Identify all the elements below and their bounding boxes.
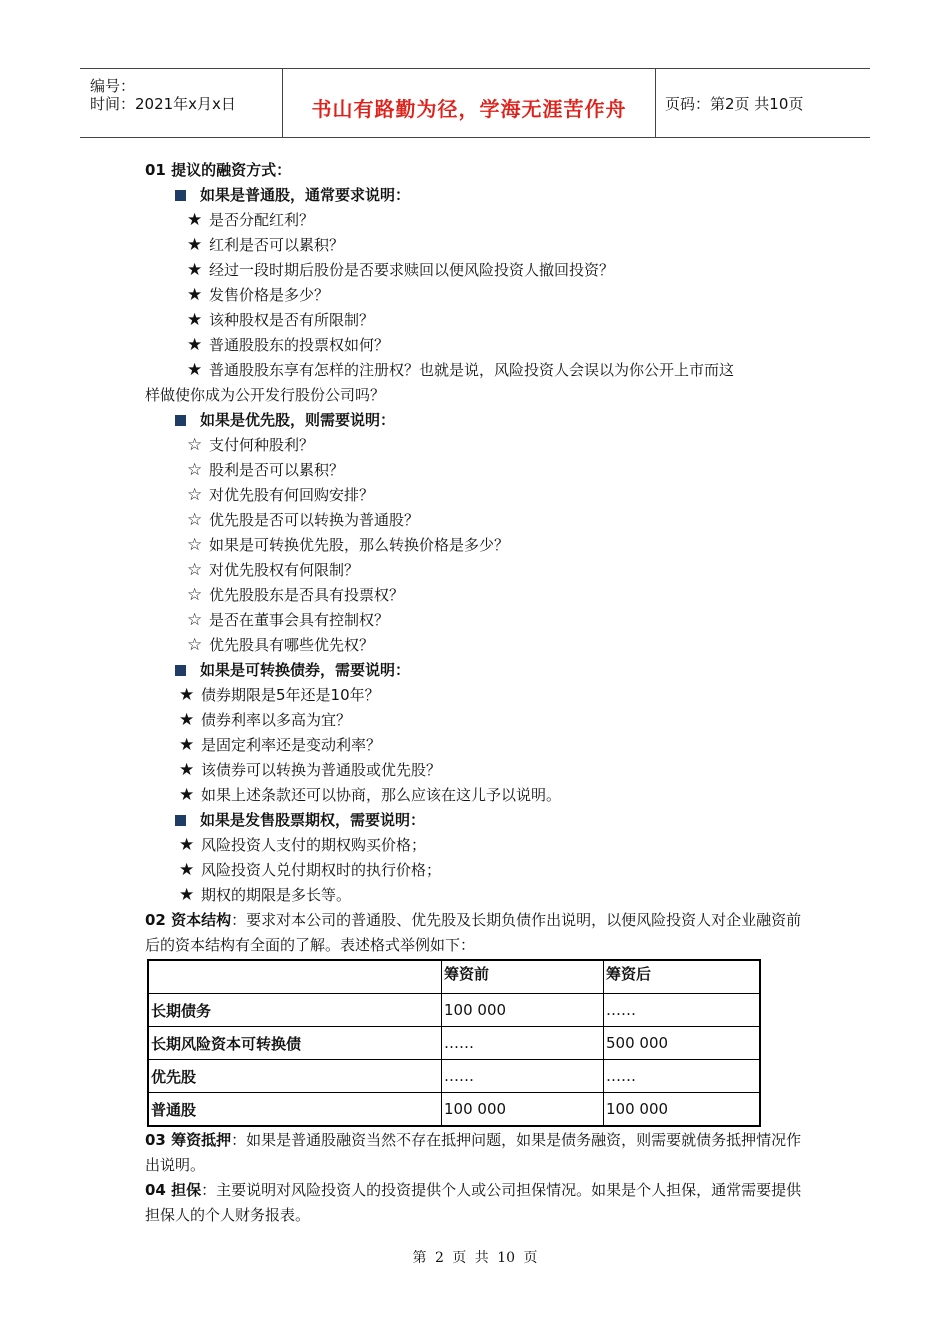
- list-item-text: 如果上述条款还可以协商，那么应该在这儿予以说明。: [201, 786, 562, 804]
- table-cell: ……: [442, 1027, 604, 1060]
- list-item: [145, 258, 810, 283]
- filled-star-icon: ★: [187, 360, 203, 380]
- table-row: [148, 1093, 760, 1127]
- table-row: [148, 1027, 760, 1060]
- table-header-cell: 筹资前: [442, 960, 604, 994]
- table-header-cell: [148, 960, 442, 994]
- square-bullet-icon: [175, 665, 186, 676]
- filled-star-icon: ★: [179, 785, 195, 805]
- open-star-icon: ☆: [187, 485, 203, 505]
- section-2-text: ：要求对本公司的普通股、优先股及长期负债作出说明，以便风险投资人对企业融资前后的资本结构有全面的了解。表述格式举例如下：: [145, 911, 802, 954]
- filled-star-icon: ★: [179, 710, 195, 730]
- square-bullet-icon: [175, 815, 186, 826]
- section-4-text: ：主要说明对风险投资人的投资提供个人或公司担保情况。如果是个人担保，通常需要提供担保人的个人财务报表。: [145, 1181, 802, 1224]
- list-item-text: 发售价格是多少？: [209, 286, 330, 304]
- table-row: [148, 1060, 760, 1093]
- table-cell: ……: [604, 1060, 761, 1093]
- document-body: [145, 158, 810, 1228]
- list-item-text: 该种股权是否有所限制？: [209, 311, 375, 329]
- list-item: [145, 783, 810, 808]
- list-item: [145, 308, 810, 333]
- filled-star-icon: ★: [187, 260, 203, 280]
- list-item-text: 股利是否可以累积？: [209, 461, 345, 479]
- header-motto-cell: [282, 69, 656, 137]
- preferred-stock-heading-text: 如果是优先股，则需要说明：: [200, 411, 396, 429]
- table-cell: 长期债务: [148, 994, 442, 1027]
- list-item: [145, 733, 810, 758]
- section-1-title: 01 提议的融资方式：: [145, 161, 292, 179]
- stock-option-heading: [145, 808, 810, 833]
- list-item-continuation: 样做使你成为公开发行股份公司吗？: [145, 386, 386, 404]
- stock-option-heading-text: 如果是发售股票期权，需要说明：: [200, 811, 426, 829]
- list-item-text: 对优先股有何回购安排？: [209, 486, 375, 504]
- list-item-text: 债券期限是5年还是10年？: [201, 686, 380, 704]
- header-page-cell: [655, 69, 870, 137]
- common-stock-heading-text: 如果是普通股，通常要求说明：: [200, 186, 411, 204]
- table-cell: 长期风险资本可转换债: [148, 1027, 442, 1060]
- list-item: [145, 758, 810, 783]
- table-cell: 500 000: [604, 1027, 761, 1060]
- section-4-paragraph: [145, 1178, 810, 1228]
- common-stock-heading: [145, 183, 810, 208]
- open-star-icon: ☆: [187, 435, 203, 455]
- list-item-text: 优先股具有哪些优先权？: [209, 636, 375, 654]
- list-item: [145, 558, 810, 583]
- table-cell: 100 000: [442, 1093, 604, 1127]
- table-cell: 100 000: [442, 994, 604, 1027]
- list-item: [145, 483, 810, 508]
- filled-star-icon: ★: [179, 835, 195, 855]
- filled-star-icon: ★: [179, 760, 195, 780]
- filled-star-icon: ★: [187, 210, 203, 230]
- list-item: [145, 358, 810, 383]
- filled-star-icon: ★: [187, 335, 203, 355]
- list-item-text: 债券利率以多高为宜？: [201, 711, 352, 729]
- list-item-text: 是否分配红利？: [209, 211, 315, 229]
- capital-structure-table: [147, 959, 761, 1127]
- open-star-icon: ☆: [187, 635, 203, 655]
- section-3-paragraph: [145, 1128, 810, 1178]
- list-item-text: 是固定利率还是变动利率？: [201, 736, 382, 754]
- list-item-text: 红利是否可以累积？: [209, 236, 345, 254]
- header-page-number: 页码：第2页 共10页: [665, 95, 804, 113]
- table-cell: 优先股: [148, 1060, 442, 1093]
- list-item-text: 对优先股权有何限制？: [209, 561, 360, 579]
- list-item-text: 如果是可转换优先股，那么转换价格是多少？: [209, 536, 510, 554]
- page-header: [80, 68, 870, 138]
- header-motto: 书山有路勤为径，学海无涯苦作舟: [311, 97, 627, 121]
- table-header-cell: 筹资后: [604, 960, 761, 994]
- open-star-icon: ☆: [187, 560, 203, 580]
- filled-star-icon: ★: [187, 310, 203, 330]
- filled-star-icon: ★: [179, 885, 195, 905]
- list-item-text: 支付何种股利？: [209, 436, 315, 454]
- list-item: [145, 583, 810, 608]
- section-2-paragraph: [145, 908, 810, 958]
- list-item: [145, 858, 810, 883]
- list-item: [145, 633, 810, 658]
- section-3-text: ：如果是普通股融资当然不存在抵押问题，如果是债务融资，则需要就债务抵押情况作出说明。: [145, 1131, 802, 1174]
- list-item-text: 普通股股东享有怎样的注册权？也就是说，风险投资人会误以为你公开上市而这: [209, 361, 735, 379]
- list-item-text: 是否在董事会具有控制权？: [209, 611, 390, 629]
- list-item: [145, 708, 810, 733]
- square-bullet-icon: [175, 190, 186, 201]
- square-bullet-icon: [175, 415, 186, 426]
- table-cell: 100 000: [604, 1093, 761, 1127]
- list-item: [145, 283, 810, 308]
- section-4-title: 04 担保: [145, 1181, 202, 1199]
- list-item-text: 经过一段时期后股份是否要求赎回以便风险投资人撤回投资？: [209, 261, 615, 279]
- open-star-icon: ☆: [187, 510, 203, 530]
- filled-star-icon: ★: [179, 860, 195, 880]
- section-3-title: 03 筹资抵押: [145, 1131, 232, 1149]
- list-item: [145, 683, 810, 708]
- open-star-icon: ☆: [187, 535, 203, 555]
- list-item: [145, 533, 810, 558]
- open-star-icon: ☆: [187, 585, 203, 605]
- list-item: [145, 508, 810, 533]
- list-item-text: 优先股股东是否具有投票权？: [209, 586, 405, 604]
- table-row: [148, 994, 760, 1027]
- table-header-row: [148, 960, 760, 994]
- page-footer: 第 2 页 共 10 页: [412, 1250, 538, 1266]
- list-item-text: 优先股是否可以转换为普通股？: [209, 511, 420, 529]
- list-item: [145, 458, 810, 483]
- header-meta-cell: [80, 69, 282, 137]
- filled-star-icon: ★: [179, 735, 195, 755]
- list-item-text: 风险投资人支付的期权购买价格；: [201, 836, 427, 854]
- document-time-label: 时间：2021年x月x日: [90, 95, 236, 113]
- list-item-text: 期权的期限是多长等。: [201, 886, 352, 904]
- table-cell: ……: [604, 994, 761, 1027]
- preferred-stock-heading: [145, 408, 810, 433]
- list-item: [145, 883, 810, 908]
- filled-star-icon: ★: [179, 685, 195, 705]
- list-item-text: 风险投资人兑付期权时的执行价格；: [201, 861, 442, 879]
- document-number-label: 编号：: [90, 77, 136, 95]
- table-cell: ……: [442, 1060, 604, 1093]
- list-item: [145, 433, 810, 458]
- convertible-bond-heading: [145, 658, 810, 683]
- convertible-bond-heading-text: 如果是可转换债券，需要说明：: [200, 661, 411, 679]
- list-item: [145, 833, 810, 858]
- table-cell: 普通股: [148, 1093, 442, 1127]
- section-2-title: 02 资本结构: [145, 911, 232, 929]
- list-item: [145, 608, 810, 633]
- filled-star-icon: ★: [187, 285, 203, 305]
- list-item: [145, 208, 810, 233]
- list-item: [145, 333, 810, 358]
- open-star-icon: ☆: [187, 460, 203, 480]
- open-star-icon: ☆: [187, 610, 203, 630]
- list-item-text: 该债券可以转换为普通股或优先股？: [201, 761, 442, 779]
- list-item: [145, 233, 810, 258]
- list-item-text: 普通股股东的投票权如何？: [209, 336, 390, 354]
- filled-star-icon: ★: [187, 235, 203, 255]
